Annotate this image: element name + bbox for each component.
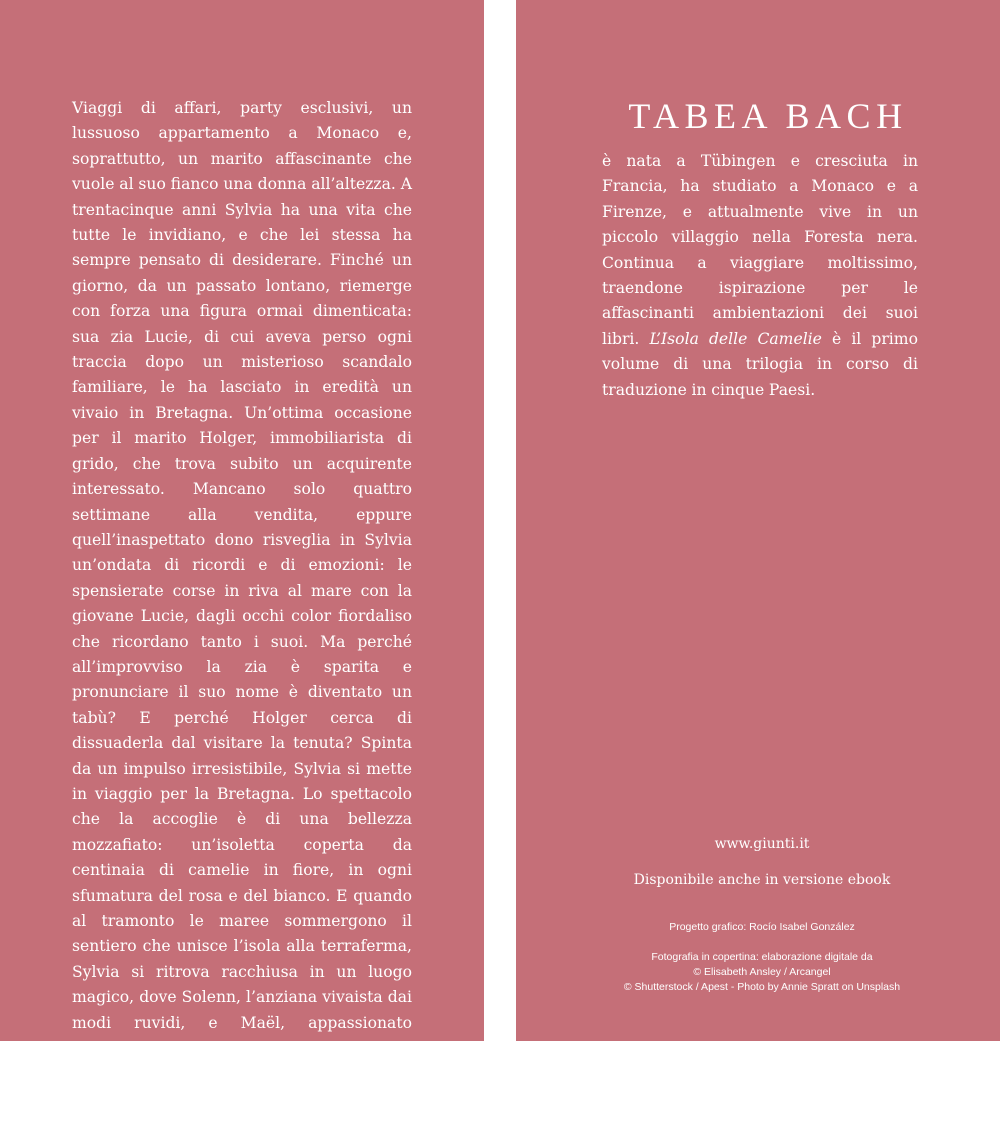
photo-credit-line: Fotografia in copertina: elaborazione digitale da (651, 951, 873, 963)
back-cover-panel (0, 0, 484, 1134)
photo-credit-line: © Elisabeth Ansley / Arcangel (693, 966, 831, 978)
page-gutter (484, 0, 516, 1041)
ebook-availability-note: Disponibile anche in versione ebook (633, 872, 891, 888)
author-name: TABEA BACH (628, 96, 908, 136)
publisher-website: www.giunti.it (714, 836, 810, 852)
graphic-design-credit: Progetto grafico: Rocío Isabel González (669, 921, 855, 933)
flap-panel (516, 0, 1000, 1041)
author-bio-outro: è il primo volume di una trilogia in corso di traduzione in cinque Paesi. (602, 329, 918, 399)
back-cover-blurb: Viaggi di affari, party esclusivi, un lussuoso appartamento a Monaco e, soprattutto, un marito affascinante che vuole al suo fianco una donna all’altezza. A trentacinque anni Sylvia ha una vita che tutte le invidiano, e che lei stessa ha sempre pensato di desiderare. Finché un giorno, da un passato lontano, riemerge con forza una figura ormai dimenticata: sua zia Lucie, di cui aveva perso ogni traccia dopo un misterioso scandalo familiare, le ha lasciato in eredità un vivaio in Bretagna. Un’ottima occasione per il marito Holger, immobiliarista di grido, che trova subito un acquirente interessato. Mancano solo quattro settimane alla vendita, eppure quell’inaspettato dono risveglia in Sylvia un’ondata di ricordi e di emozioni: le spensierate corse in riva al mare con la giovane Lucie, dagli occhi color fiordaliso che ricordano tanto i suoi. Ma perché all’improvviso la zia è sparita e pronunciare il suo nome è diventato un tabù? E perché Holger cerca di dissuaderla dal visitare la tenuta? Spinta da un impulso irresistibile, Sylvia si mette in viaggio per la Bretagna. Lo spettacolo che la accoglie è di una bellezza mozzafiato: un’isoletta coperta da centinaia di camelie in fiore, in ogni sfumatura del rosa e del bianco. E quando al tramonto le maree sommergono il sentiero che unisce l’isola alla terraferma, Sylvia si ritrova racchiusa in un luogo magico, dove Solenn, l’anziana vivaista dai modi ruvidi, e Maël, appassionato floricoltore, la introdurranno ai segreti e alle piccole cure indispensabili per far sbocciare i fiori più rari e i sogni più inconfessati… (72, 99, 412, 1134)
photo-credit-line: © Shutterstock / Apest - Photo by Annie Spratt on Unsplash (623, 981, 901, 993)
author-bio (602, 149, 918, 403)
book-title: L’Isola delle Camelie (649, 329, 822, 348)
author-bio-intro: è nata a Tübingen e cresciuta in Francia, ha studiato a Monaco e a Firenze, e attualmente vive in un piccolo villaggio nella Foresta nera. Continua a viaggiare moltissimo, traendone ispirazione per le affascinanti ambientazioni dei suoi libri. (602, 152, 918, 348)
cover-photo-credits (602, 950, 922, 995)
